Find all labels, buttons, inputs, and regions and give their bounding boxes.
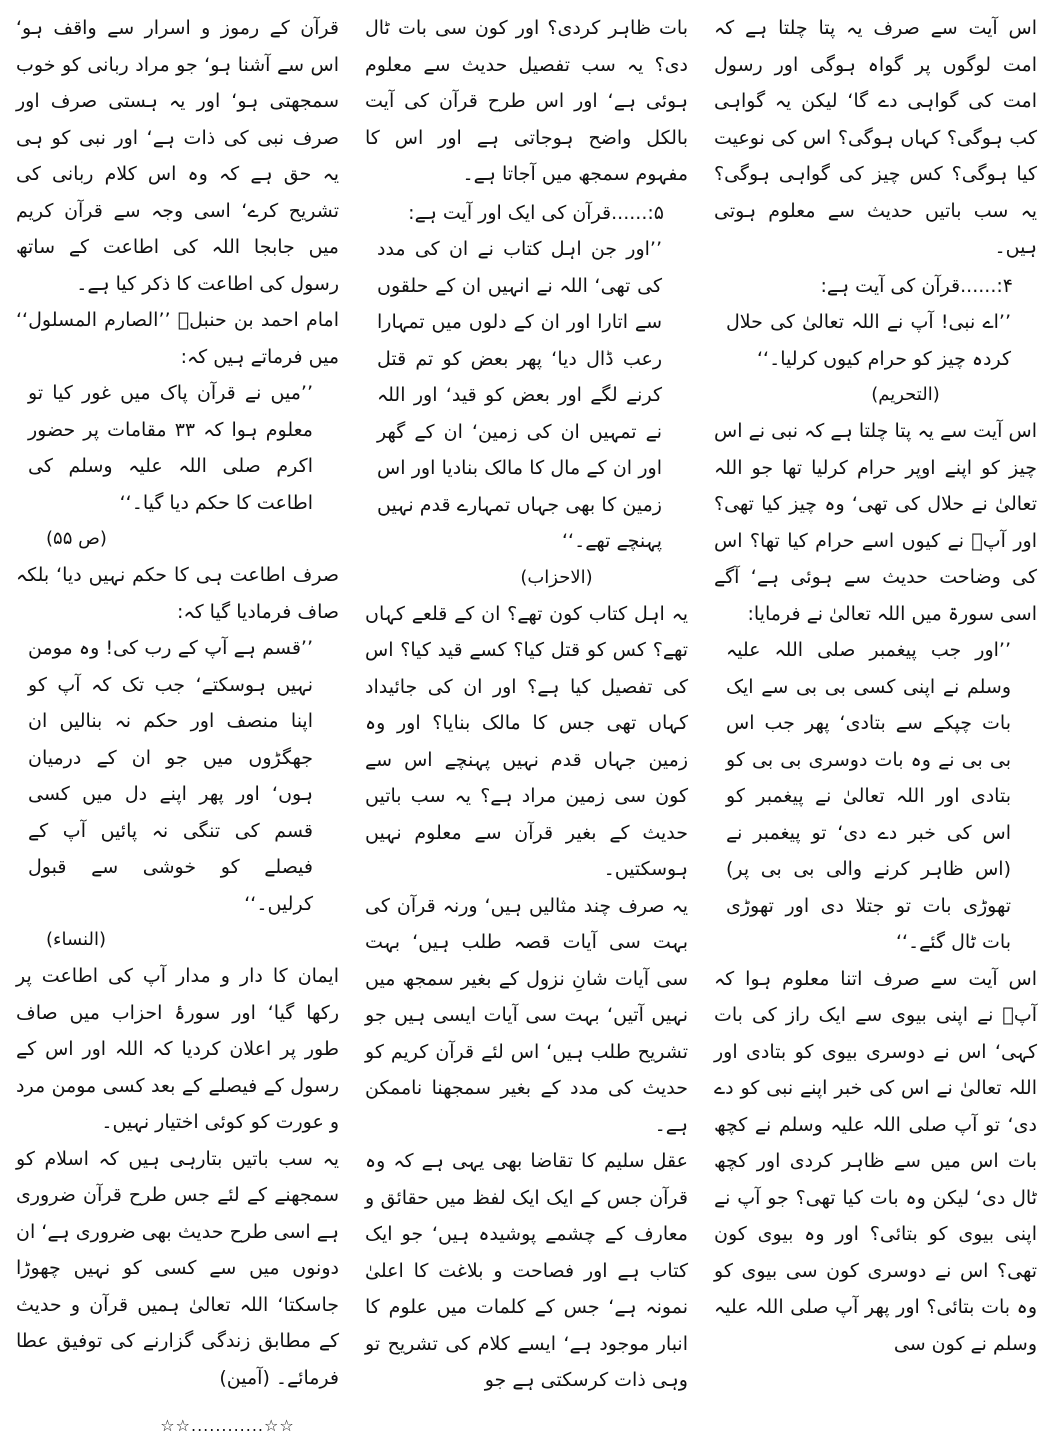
text-columns [14, 10, 1037, 1435]
paragraph: بات ظاہر کردی؟ اور کون سی بات ٹال دی؟ یہ سب تفصیل حدیث سے معلوم ہوئی ہے‘ اور اس طرح قرآن کی آیت بالکل واضح ہوجاتی ہے اور اس کا مفہوم سمجھ میں آجاتا ہے۔ [365, 17, 688, 185]
quoted-verse: ’’قسم ہے آپ کے رب کی! وہ مومن نہیں ہوسکتے‘ جب تک کہ آپ کو اپنا منصف اور حکم نہ بنالیں ان جھگڑوں میں جو ان کے درمیان ہوں‘ اور پھر اپنے دل میں کسی قسم کی تنگی نہ پائیں آپ کے فیصلے کو خوشی سے قبول کرلیں۔‘‘ [28, 637, 313, 915]
paragraph: قرآن کے رموز و اسرار سے واقف ہو‘ اس سے آشنا ہو‘ جو مراد ربانی کو خوب سمجھتی ہو‘ اور یہ ہستی صرف اور صرف نبی کی ذات ہے‘ اور نبی کو ہی یہ حق ہے کہ وہ اس کلام ربانی کی تشریح کرے‘ اسی وجہ سے قرآن کریم میں جابجا اللہ کی اطاعت کے ساتھ رسول کی اطاعت کا ذکر کیا ہے۔ [16, 17, 339, 295]
column-right [714, 10, 1037, 1355]
paragraph: اس آیت سے یہ پتا چلتا ہے کہ نبی نے اس چیز کو اپنے اوپر حرام کرلیا تھا جو اللہ تعالیٰ نے حلال کی تھی‘ وہ چیز کیا تھی؟ اور آپؐ نے کیوں اسے حرام کیا تھا؟ اس کی وضاحت حدیث سے ہوئی ہے‘ آگے اسی سورۃ میں اللہ تعالیٰ نے فرمایا: [714, 420, 1037, 625]
verse-reference: (الاحزاب) [520, 566, 593, 588]
quoted-verse: ’’اور جن اہل کتاب نے ان کی مدد کی تھی‘ اللہ نے انہیں ان کے حلقوں سے اتارا اور ان کے دلوں میں تمہارا رعب ڈال دیا‘ پھر بعض کو تم قتل کرنے لگے اور بعض کو قید‘ اور اللہ نے تمہیں ان کی زمین‘ ان کے گھر اور ان کے مال کا مالک بنادیا اور اس زمین کا بھی جہاں تمہارے قدم نہیں پہنچے تھے۔‘‘ [377, 238, 662, 552]
verse-reference: (التحریم) [871, 384, 940, 405]
quoted-verse: ’’اے نبی! آپ نے اللہ تعالیٰ کی حلال کردہ چیز کو حرام کیوں کرلیا۔‘‘ [726, 311, 1011, 370]
paragraph: امام احمد بن حنبلؒ ’’الصارم المسلول‘‘ میں فرماتے ہیں کہ: [16, 309, 339, 368]
quoted-saying: ’’میں نے قرآن پاک میں غور کیا تو معلوم ہوا کہ ۳۳ مقامات پر حضور اکرم صلی اللہ علیہ وسلم کی اطاعت کا حکم دیا گیا۔‘‘ [28, 382, 313, 514]
verse-heading: ۵:......قرآن کی ایک اور آیت ہے: [408, 201, 664, 224]
paragraph: یہ اہل کتاب کون تھے؟ ان کے قلعے کہاں تھے؟ کس کو قتل کیا؟ کسے قید کیا؟ اس کی تفصیل کیا ہے؟ اور ان کی جائیداد کہاں تھی جس کا مالک بنایا؟ اور وہ زمین جہاں قدم نہیں پہنچے اس سے کون سی زمین مراد ہے؟ یہ سب باتیں حدیث کے بغیر قرآن سے معلوم نہیں ہوسکتیں۔ [365, 602, 688, 880]
paragraph: یہ سب باتیں بتارہی ہیں کہ اسلام کو سمجھنے کے لئے جس طرح قرآن ضروری ہے اسی طرح حدیث بھی ضروری ہے‘ ان دونوں میں سے کسی کو نہیں چھوڑا جاسکتا‘ اللہ تعالیٰ ہمیں قرآن و حدیث کے مطابق زندگی گزارنے کی توفیق عطا فرمائے۔ (آمین) [16, 1147, 339, 1389]
column-left [16, 10, 339, 1435]
paragraph: عقل سلیم کا تقاضا بھی یہی ہے کہ وہ قرآن جس کے ایک ایک لفظ میں حقائق و معارف کے چشمے پوشیدہ ہیں‘ جو ایک کتاب ہے اور فصاحت و بلاغت کا اعلیٰ نمونہ ہے‘ جس کے کلمات میں علوم کا انبار موجود ہے‘ ایسے کلام کی تشریح تو وہی ذات کرسکتی ہے جو [365, 1150, 688, 1391]
page-reference: (ص ۵۵) [46, 528, 107, 549]
verse-reference: (النساء) [46, 929, 106, 950]
paragraph: صرف اطاعت ہی کا حکم نہیں دیا‘ بلکہ صاف فرمادیا گیا کہ: [16, 564, 339, 623]
verse-heading: ۴:......قرآن کی آیت ہے: [820, 274, 1013, 297]
paragraph: ایمان کا دار و مدار آپ کی اطاعت پر رکھا گیا‘ اور سورۂ احزاب میں صاف طور پر اعلان کردیا کہ اللہ اور اس کے رسول کے فیصلے کے بعد کسی مومن مرد و عورت کو کوئی اختیار نہیں۔ [16, 965, 339, 1133]
paragraph: اس آیت سے صرف اتنا معلوم ہوا کہ آپؐ نے اپنی بیوی سے ایک راز کی بات کہی‘ اس نے دوسری بیوی کو بتادی اور اللہ تعالیٰ نے اس کی خبر اپنے نبی کو دے دی‘ تو آپ صلی اللہ علیہ وسلم نے کچھ بات اس میں سے ظاہر کردی اور کچھ ٹال دی‘ لیکن وہ بات کیا تھی؟ جو آپ نے اپنی بیوی کو بتائی؟ اور وہ بیوی کون تھی؟ اس نے دوسری کون سی بیوی کو وہ بات بتائی؟ اور پھر آپ صلی اللہ علیہ وسلم نے کون سی [714, 967, 1037, 1355]
paragraph: اس آیت سے صرف یہ پتا چلتا ہے کہ امت لوگوں پر گواہ ہوگی اور رسول امت کی گواہی دے گا‘ لیکن یہ گواہی کب ہوگی؟ کہاں ہوگی؟ اس کی نوعیت کیا ہوگی؟ کس چیز کی گواہی ہوگی؟ یہ سب باتیں حدیث سے معلوم ہوتی ہیں۔ [714, 17, 1037, 258]
paragraph: یہ صرف چند مثالیں ہیں‘ ورنہ قرآن کی بہت سی آیات قصہ طلب ہیں‘ بہت سی آیات شانِ نزول کے بغیر سمجھ میں نہیں آتیں‘ بہت سی آیات ایسی ہیں جو تشریح طلب ہیں‘ اس لئے قرآن کریم کو حدیث کی مدد کے بغیر سمجھنا ناممکن ہے۔ [365, 894, 688, 1136]
column-middle [365, 10, 688, 1391]
quoted-verse: ’’اور جب پیغمبر صلی اللہ علیہ وسلم نے اپنی کسی بی بی سے ایک بات چپکے سے بتادی‘ پھر جب اس بی بی نے وہ بات دوسری بی بی کو بتادی اور اللہ تعالیٰ نے پیغمبر کو اس کی خبر دے دی‘ تو پیغمبر نے (اس ظاہر کرنے والی بی بی پر) تھوڑی بات تو جتلا دی اور تھوڑی بات ٹال گئے۔‘‘ [726, 639, 1011, 953]
end-stars-ornament: ☆☆............☆☆ [160, 1416, 295, 1435]
